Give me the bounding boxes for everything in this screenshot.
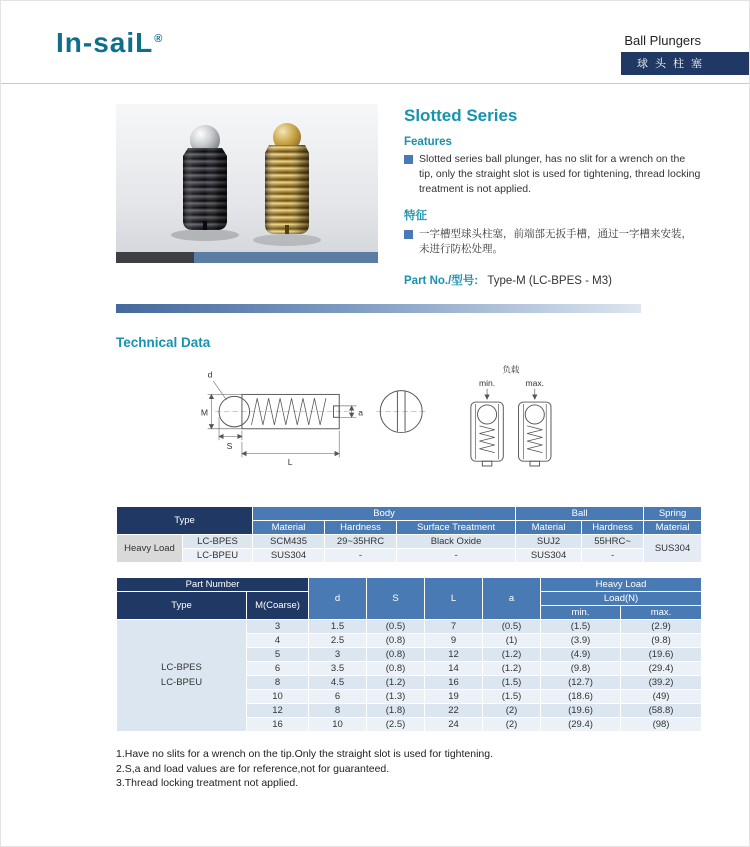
table-cell: 3.5	[309, 662, 367, 676]
col-header-d: d	[309, 578, 367, 620]
load-label-zh: 负载	[502, 364, 520, 375]
table-row	[117, 620, 702, 634]
dim-label-s: S	[226, 440, 233, 451]
dim-label-d: d	[207, 369, 213, 380]
dim-label-a: a	[358, 407, 364, 418]
header	[1, 1, 749, 75]
table-cell: 19	[425, 690, 483, 704]
product-title-en: Ball Plungers	[624, 33, 701, 48]
section-divider-bar	[116, 304, 641, 313]
table-header-row	[117, 507, 702, 521]
spec-table-body	[117, 620, 702, 732]
intro-section	[1, 84, 749, 288]
product-image-block	[116, 104, 378, 288]
table-cell: (1.5)	[483, 690, 541, 704]
header-right	[621, 27, 749, 75]
table-cell: (0.8)	[367, 648, 425, 662]
table-cell: -	[397, 549, 516, 563]
table-cell: -	[325, 549, 397, 563]
footnote-3: 3.Thread locking treatment not applied.	[116, 777, 299, 790]
table-header-row	[117, 578, 702, 592]
col-header-body-material: Material	[253, 521, 325, 535]
table-cell: 3	[247, 620, 309, 634]
table-cell: (2.9)	[621, 620, 702, 634]
col-header-body-hardness: Hardness	[325, 521, 397, 535]
table-cell: (39.2)	[621, 676, 702, 690]
part-number-line	[404, 272, 701, 288]
features-text: Slotted series ball plunger, has no slit for a wrench on the tip, only the straight slot is used for tightening, thread locking treatment is not applied.	[419, 153, 701, 196]
table-cell: SUS304	[253, 549, 325, 563]
materials-table	[116, 506, 702, 563]
table-cell: (49)	[621, 690, 702, 704]
table-row	[117, 535, 702, 549]
col-header-type: Type	[117, 507, 253, 535]
table-cell: -	[582, 549, 644, 563]
table-cell: (1.8)	[367, 704, 425, 718]
table-cell: (98)	[621, 718, 702, 732]
table-cell: (1.5)	[483, 676, 541, 690]
table-cell: LC-BPES	[183, 535, 253, 549]
spring-material-cell: SUS304	[644, 535, 702, 563]
table-cell: 1.5	[309, 620, 367, 634]
image-footer-strips	[116, 252, 378, 263]
col-header-s: S	[367, 578, 425, 620]
square-bullet-icon	[404, 155, 413, 164]
features-heading: Features	[404, 136, 452, 148]
product-title-zh: 球头柱塞	[637, 58, 709, 70]
table-row	[117, 549, 702, 563]
table-cell: (1.2)	[367, 676, 425, 690]
table-cell: 10	[309, 718, 367, 732]
dimension-lines	[208, 381, 535, 457]
table-cell: (4.9)	[541, 648, 621, 662]
table-cell: 6	[247, 662, 309, 676]
spec-table	[116, 577, 702, 732]
table-cell: (0.8)	[367, 634, 425, 648]
intro-text	[404, 104, 701, 288]
col-header-min: min.	[541, 606, 621, 620]
features-zh-heading: 特征	[404, 209, 427, 222]
table-cell: 12	[247, 704, 309, 718]
part-number-value: Type-M (LC-BPES - M3)	[487, 275, 612, 288]
features-line	[404, 152, 701, 198]
col-header-part-number: Part Number	[117, 578, 309, 592]
load-label-max: max.	[525, 377, 545, 388]
table-cell: (19.6)	[541, 704, 621, 718]
product-title-zh-bar	[621, 52, 749, 75]
table-cell: 8	[309, 704, 367, 718]
table-cell: (29.4)	[541, 718, 621, 732]
table-cell: LC-BPEU	[183, 549, 253, 563]
table-cell: (12.7)	[541, 676, 621, 690]
table-cell: 12	[425, 648, 483, 662]
table-cell: (1.5)	[541, 620, 621, 634]
table-cell: 8	[247, 676, 309, 690]
table-cell: (18.6)	[541, 690, 621, 704]
row-group-heavy-load: Heavy Load	[117, 535, 183, 563]
table-cell: 10	[247, 690, 309, 704]
blue-strip	[194, 252, 378, 263]
table-cell: 29~35HRC	[325, 535, 397, 549]
part-type-cell: LC-BPES LC-BPEU	[117, 620, 247, 732]
footnote-2: 2.S,a and load values are for reference,not for guaranteed.	[116, 762, 390, 775]
footnotes	[116, 747, 536, 791]
table-cell: (1)	[483, 634, 541, 648]
table-cell: (58.8)	[621, 704, 702, 718]
product-photo	[116, 104, 378, 252]
table-cell: SCM435	[253, 535, 325, 549]
footnote-1: 1.Have no slits for a wrench on the tip.Only the straight slot is used for tightening.	[116, 748, 494, 761]
table-cell: 14	[425, 662, 483, 676]
col-header-type: Type	[117, 592, 247, 620]
table-cell: (2)	[483, 704, 541, 718]
table-cell: 4.5	[309, 676, 367, 690]
table-cell: Black Oxide	[397, 535, 516, 549]
table-cell: 16	[425, 676, 483, 690]
table-cell: (2)	[483, 718, 541, 732]
brand-logo	[56, 27, 163, 59]
col-header-ball-hardness: Hardness	[582, 521, 644, 535]
table-cell: (1.2)	[483, 648, 541, 662]
table-cell: (19.6)	[621, 648, 702, 662]
table-cell: 55HRC~	[582, 535, 644, 549]
technical-drawing	[196, 362, 749, 486]
table-cell: 24	[425, 718, 483, 732]
col-header-ball-material: Material	[516, 521, 582, 535]
table-cell: (1.2)	[483, 662, 541, 676]
table-cell: (0.8)	[367, 662, 425, 676]
table-cell: 9	[425, 634, 483, 648]
dark-strip	[116, 252, 194, 263]
load-label-min: min.	[478, 377, 496, 388]
table-cell: (2.5)	[367, 718, 425, 732]
dim-label-l: L	[287, 457, 293, 468]
features-zh-text: 一字槽型球头柱塞，前端部无扳手槽，通过一字槽来安装，未进行防松处理。	[419, 227, 692, 255]
square-bullet-icon	[404, 230, 413, 239]
table-cell: 4	[247, 634, 309, 648]
col-header-spring: Spring	[644, 507, 702, 521]
table-cell: (9.8)	[541, 662, 621, 676]
col-header-surface-treatment: Surface Treatment	[397, 521, 516, 535]
table-cell: (0.5)	[367, 620, 425, 634]
table-cell: 6	[309, 690, 367, 704]
table-cell: (1.3)	[367, 690, 425, 704]
table-cell: SUS304	[516, 549, 582, 563]
registered-mark: ®	[154, 32, 164, 45]
col-header-spring-material: Material	[644, 521, 702, 535]
table-cell: 22	[425, 704, 483, 718]
col-header-a: a	[483, 578, 541, 620]
col-header-l: L	[425, 578, 483, 620]
technical-data-heading: Technical Data	[116, 335, 211, 351]
table-cell: 3	[309, 648, 367, 662]
table-cell: SUJ2	[516, 535, 582, 549]
series-title: Slotted Series	[404, 106, 518, 125]
col-header-max: max.	[621, 606, 702, 620]
features-zh-line	[404, 227, 701, 257]
col-header-heavy-load: Heavy Load	[541, 578, 702, 592]
col-header-m-coarse: M(Coarse)	[247, 592, 309, 620]
table-cell: 5	[247, 648, 309, 662]
load-view-min	[471, 402, 503, 466]
col-header-body: Body	[253, 507, 516, 521]
part-number-label: Part No./型号:	[404, 275, 479, 288]
dim-label-m: M	[200, 407, 209, 418]
load-view-max	[519, 402, 551, 466]
brand-logo-text: In-saiL	[56, 27, 154, 58]
table-cell: (9.8)	[621, 634, 702, 648]
table-cell: 7	[425, 620, 483, 634]
col-header-load-n: Load(N)	[541, 592, 702, 606]
table-cell: 16	[247, 718, 309, 732]
table-cell: (3.9)	[541, 634, 621, 648]
col-header-ball: Ball	[516, 507, 644, 521]
table-cell: 2.5	[309, 634, 367, 648]
table-cell: (29.4)	[621, 662, 702, 676]
table-cell: (0.5)	[483, 620, 541, 634]
